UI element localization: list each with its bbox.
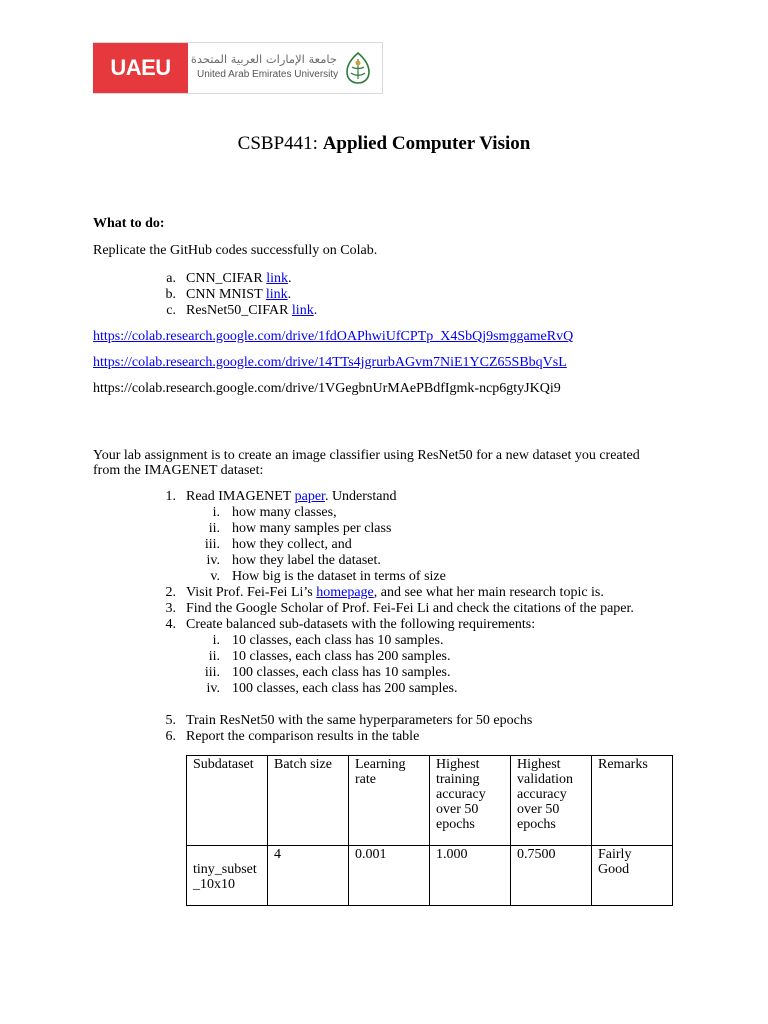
results-table [186,755,673,906]
uaeu-logo: UAEU [93,43,188,93]
course-name: Applied Computer Vision [322,133,531,154]
section-heading: What to do: [93,216,165,231]
table-row [187,846,673,906]
step-3: Find the Google Scholar of Prof. Fei-Fei Li and check the citations of the paper. [186,601,634,616]
imagenet-paper-link[interactable]: paper [294,489,325,504]
colab-url-1[interactable]: https://colab.research.google.com/drive/1fdOAPhwiUfCPTp_X4SbQj9smggameRvQ [93,329,574,344]
list-item: CNN_CIFAR link. [186,271,292,286]
header-cell: Learning rate [349,756,430,846]
sub-marker: i. [212,505,220,520]
list-marker: a. [166,271,176,286]
step-1: Read IMAGENET paper. Understand [186,489,397,504]
university-banner [93,42,383,94]
step-4: Create balanced sub-datasets with the following requirements: [186,617,536,632]
step-number: 2. [165,585,176,600]
list-marker: b. [165,287,176,302]
header-cell: Remarks [592,756,673,846]
cell-train-accuracy: 1.000 [430,846,511,906]
list-item: ResNet50_CIFAR link. [186,303,318,318]
header-cell: Batch size [268,756,349,846]
sub-marker: ii. [208,649,220,664]
step-number: 4. [165,617,176,632]
sub-item: how they collect, and [232,537,352,552]
sub-item: 10 classes, each class has 200 samples. [232,649,451,664]
sub-marker: v. [210,569,220,584]
university-name-english: United Arab Emirates University [197,69,339,80]
sub-marker: iii. [204,665,220,680]
list-item: CNN MNIST link. [186,287,292,302]
step-number: 5. [165,713,176,728]
step-6: Report the comparison results in the table [186,729,420,744]
sub-marker: iii. [204,537,220,552]
sub-item: How big is the dataset in terms of size [232,569,446,584]
page-title [0,133,768,155]
header-cell: Subdataset [187,756,268,846]
sub-item: how many samples per class [232,521,392,536]
sub-item: how many classes, [232,505,337,520]
sub-item: 10 classes, each class has 10 samples. [232,633,444,648]
sub-item: 100 classes, each class has 10 samples. [232,665,451,680]
step-number: 6. [165,729,176,744]
sub-marker: iv. [206,553,220,568]
colab-url-2[interactable]: https://colab.research.google.com/drive/14TTs4jgrurbAGvm7NiE1YCZ65SBbqVsL [93,355,567,370]
table-header-row [187,756,673,846]
list-marker: c. [166,303,176,318]
sub-marker: i. [212,633,220,648]
university-seal-icon [343,51,373,85]
sub-marker: iv. [206,681,220,696]
cell-val-accuracy: 0.7500 [511,846,592,906]
sub-marker: ii. [208,521,220,536]
colab-url-3: https://colab.research.google.com/drive/1VGegbnUrMAePBdfIgmk-ncp6gtyJKQi9 [93,381,561,396]
assignment-intro-cont: from the IMAGENET dataset: [93,463,264,478]
cnn-mnist-link[interactable]: link [265,287,288,302]
step-5: Train ResNet50 with the same hyperparameters for 50 epochs [186,713,533,728]
header-cell: Highest training accuracy over 50 epochs [430,756,511,846]
intro-text: Replicate the GitHub codes successfully on Colab. [93,243,378,258]
cell-batch-size: 4 [268,846,349,906]
step-number: 3. [165,601,176,616]
cnn-cifar-link[interactable]: link [266,271,289,286]
cell-subdataset: tiny_subset _10x10 [187,846,268,906]
step-2: Visit Prof. Fei-Fei Li’s homepage, and see what her main research topic is. [186,585,604,600]
course-code: CSBP441: [237,133,318,154]
sub-item: 100 classes, each class has 200 samples. [232,681,458,696]
university-name-arabic: جامعة الإمارات العربية المتحدة [190,52,337,66]
resnet50-cifar-link[interactable]: link [291,303,314,318]
sub-item: how they label the dataset. [232,553,381,568]
homepage-link[interactable]: homepage [316,585,374,600]
header-cell: Highest validation accuracy over 50 epochs [511,756,592,846]
cell-learning-rate: 0.001 [349,846,430,906]
cell-remarks: Fairly Good [592,846,673,906]
assignment-intro: Your lab assignment is to create an image classifier using ResNet50 for a new dataset you created [93,448,640,463]
step-number: 1. [165,489,176,504]
